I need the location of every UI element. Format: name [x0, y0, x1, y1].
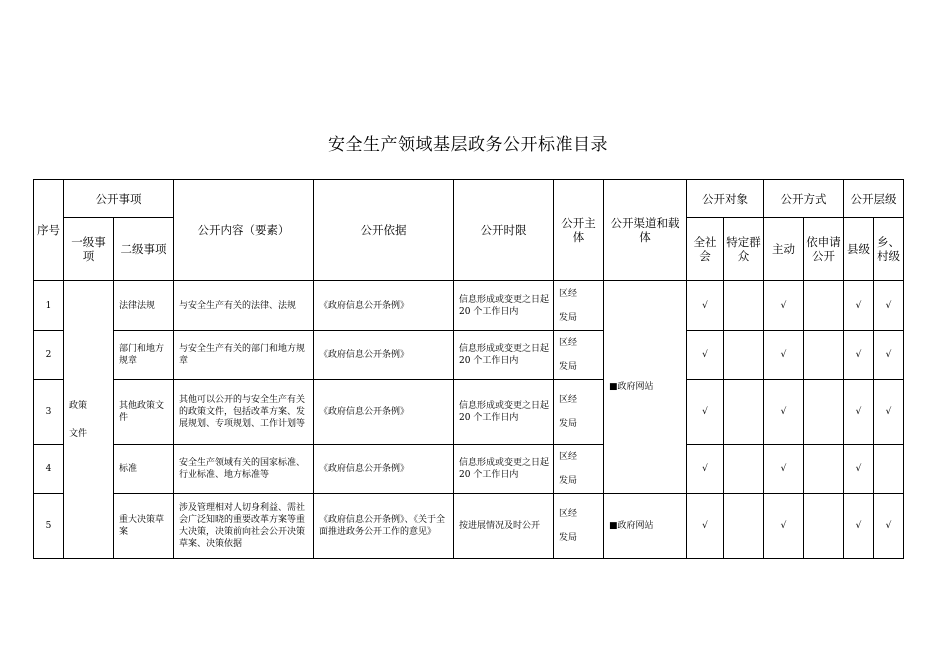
- cell-level-county: √: [844, 494, 874, 559]
- row-content: 其他可以公开的与安全生产有关的政策文件，包括改革方案、发展规划、专项规划、工作计划等: [174, 380, 314, 445]
- row-content: 与安全生产有关的法律、法规: [174, 281, 314, 331]
- cell-target-specific: [724, 494, 764, 559]
- header-content: 公开内容（要素）: [174, 180, 314, 281]
- header-target: 公开对象: [687, 180, 764, 218]
- row-level2: 法律法规: [114, 281, 174, 331]
- row-level2: 重大决策草案: [114, 494, 174, 559]
- header-level1: 一级事项: [64, 218, 114, 281]
- cell-level-county: √: [844, 445, 874, 494]
- header-basis: 公开依据: [314, 180, 454, 281]
- cell-mode-request: [804, 445, 844, 494]
- cell-mode-request: [804, 281, 844, 331]
- header-time: 公开时限: [454, 180, 554, 281]
- cell-level-county: √: [844, 380, 874, 445]
- table-row: [34, 445, 904, 494]
- row-subject: [554, 331, 604, 380]
- header-target-specific: 特定群众: [724, 218, 764, 281]
- level1-category: [64, 281, 114, 559]
- row-time: 信息形成或变更之日起 20 个工作日内: [454, 445, 554, 494]
- subject-line1: 区经: [559, 338, 578, 348]
- header-mode-request: 依申请公开: [804, 218, 844, 281]
- table-row: [34, 281, 904, 331]
- header-subject: 公开主体: [554, 180, 604, 281]
- cell-target-all: √: [687, 494, 724, 559]
- table-row: [34, 494, 904, 559]
- row-level2: 标准: [114, 445, 174, 494]
- cell-level-town: [874, 445, 904, 494]
- row-basis: 《政府信息公开条例》: [314, 380, 454, 445]
- header-level: 公开层级: [844, 180, 904, 218]
- cell-mode-request: [804, 494, 844, 559]
- cell-mode-active: √: [764, 331, 804, 380]
- header-item: 公开事项: [64, 180, 174, 218]
- row-subject: [554, 445, 604, 494]
- category-line1: 政策: [69, 400, 88, 411]
- row-seq: 4: [34, 445, 64, 494]
- cell-target-all: √: [687, 445, 724, 494]
- category-line2: 文件: [69, 428, 88, 439]
- subject-line1: 区经: [559, 509, 578, 519]
- disclosure-table: [33, 179, 904, 559]
- cell-mode-active: √: [764, 380, 804, 445]
- cell-target-specific: [724, 445, 764, 494]
- cell-level-town: √: [874, 494, 904, 559]
- row-basis: 《政府信息公开条例》: [314, 331, 454, 380]
- row-seq: 3: [34, 380, 64, 445]
- cell-target-all: √: [687, 331, 724, 380]
- header-level2: 二级事项: [114, 218, 174, 281]
- subject-line1: 区经: [559, 288, 578, 299]
- row-basis: 《政府信息公开条例》、《关于全面推进政务公开工作的意见》: [314, 494, 454, 559]
- cell-mode-request: [804, 331, 844, 380]
- row-subject: [554, 494, 604, 559]
- page-title: 安全生产领域基层政务公开标准目录: [328, 135, 608, 155]
- subject-line2: 发局: [559, 312, 578, 323]
- row-subject: [554, 380, 604, 445]
- cell-target-specific: [724, 331, 764, 380]
- cell-level-county: √: [844, 281, 874, 331]
- row-seq: 2: [34, 331, 64, 380]
- table-row: [34, 380, 904, 445]
- header-level-county: 县级: [844, 218, 874, 281]
- header-target-all: 全社会: [687, 218, 724, 281]
- row-basis: 《政府信息公开条例》: [314, 445, 454, 494]
- row-time: 信息形成或变更之日起 20 个工作日内: [454, 331, 554, 380]
- header-channel: 公开渠道和载体: [604, 180, 687, 281]
- header-mode: 公开方式: [764, 180, 844, 218]
- subject-line1: 区经: [559, 395, 578, 405]
- row-subject: [554, 281, 604, 331]
- row-level2: 部门和地方规章: [114, 331, 174, 380]
- row-content: 安全生产领域有关的国家标准、行业标准、地方标准等: [174, 445, 314, 494]
- cell-target-all: √: [687, 281, 724, 331]
- row-seq: 1: [34, 281, 64, 331]
- subject-line2: 发局: [559, 362, 578, 372]
- subject-line1: 区经: [559, 452, 578, 462]
- row-content: 涉及管理相对人切身利益、需社会广泛知晓的重要改革方案等重大决策，决策前向社会公开决策草案、决策依据: [174, 494, 314, 559]
- subject-line2: 发局: [559, 533, 578, 543]
- subject-line2: 发局: [559, 476, 578, 486]
- row-channel: ■政府网站: [604, 494, 687, 559]
- row-content: 与安全生产有关的部门和地方规章: [174, 331, 314, 380]
- header-level-town: 乡、村级: [874, 218, 904, 281]
- cell-mode-active: √: [764, 494, 804, 559]
- header-seq: 序号: [34, 180, 64, 281]
- row-time: 信息形成或变更之日起 20 个工作日内: [454, 380, 554, 445]
- row-basis: 《政府信息公开条例》: [314, 281, 454, 331]
- cell-mode-request: [804, 380, 844, 445]
- cell-level-town: √: [874, 331, 904, 380]
- row-time: 信息形成或变更之日起 20 个工作日内: [454, 281, 554, 331]
- cell-target-specific: [724, 281, 764, 331]
- row-level2: 其他政策文件: [114, 380, 174, 445]
- header-mode-active: 主动: [764, 218, 804, 281]
- cell-level-town: √: [874, 281, 904, 331]
- cell-level-town: √: [874, 380, 904, 445]
- cell-mode-active: √: [764, 445, 804, 494]
- cell-level-county: √: [844, 331, 874, 380]
- subject-line2: 发局: [559, 419, 578, 429]
- cell-mode-active: √: [764, 281, 804, 331]
- table-row: [34, 331, 904, 380]
- row-seq: 5: [34, 494, 64, 559]
- channel-shared: ■政府网站: [604, 281, 687, 494]
- row-time: 按进展情况及时公开: [454, 494, 554, 559]
- cell-target-specific: [724, 380, 764, 445]
- cell-target-all: √: [687, 380, 724, 445]
